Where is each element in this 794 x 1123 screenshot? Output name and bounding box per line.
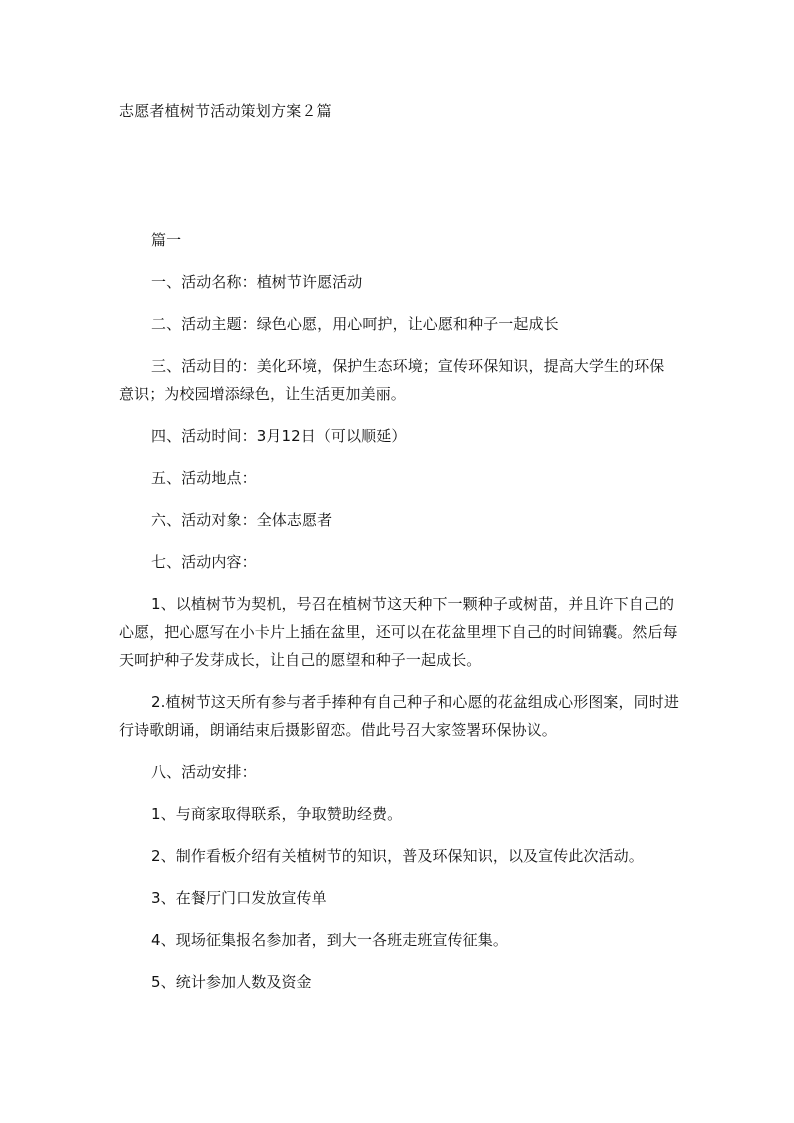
arrangement-item-2: 2、制作看板介绍有关植树节的知识，普及环保知识，以及宣传此次活动。 xyxy=(151,847,644,865)
activity-arrangement-heading: 八、活动安排： xyxy=(151,763,257,781)
document-body xyxy=(119,226,679,1010)
document-title: 志愿者植树节活动策划方案２篇 xyxy=(119,102,332,120)
arrangement-item-5: 5、统计参加人数及资金 xyxy=(151,973,312,991)
heading-part-one: 篇一 xyxy=(151,231,182,249)
activity-time: 四、活动时间：3月12日（可以顺延） xyxy=(151,427,407,445)
activity-location: 五、活动地点： xyxy=(151,469,257,487)
activity-content-item-2: 2.植树节这天所有参与者手捧种有自己种子和心愿的花盆组成心形图案，同时进行诗歌朗诵，朗诵结束后摄影留恋。借此号召大家签署环保协议。 xyxy=(119,693,679,739)
activity-content-item-1: 1、以植树节为契机，号召在植树节这天种下一颗种子或树苗，并且许下自己的心愿，把心愿写在小卡片上插在盆里，还可以在花盆里埋下自己的时间锦囊。然后每天呵护种子发芽成长，让自己的愿望和种子一起成长。 xyxy=(119,595,678,669)
arrangement-item-3: 3、在餐厅门口发放宣传单 xyxy=(151,889,327,907)
activity-target: 六、活动对象：全体志愿者 xyxy=(151,511,333,529)
activity-purpose: 三、活动目的：美化环境，保护生态环境；宣传环保知识，提高大学生的环保意识；为校园增添绿色，让生活更加美丽。 xyxy=(119,357,665,403)
activity-name: 一、活动名称：植树节许愿活动 xyxy=(151,273,363,291)
activity-content-heading: 七、活动内容： xyxy=(151,553,257,571)
activity-theme: 二、活动主题：绿色心愿，用心呵护，让心愿和种子一起成长 xyxy=(151,315,559,333)
arrangement-item-1: 1、与商家取得联系，争取赞助经费。 xyxy=(151,805,403,823)
arrangement-item-4: 4、现场征集报名参加者，到大一各班走班宣传征集。 xyxy=(151,931,508,949)
